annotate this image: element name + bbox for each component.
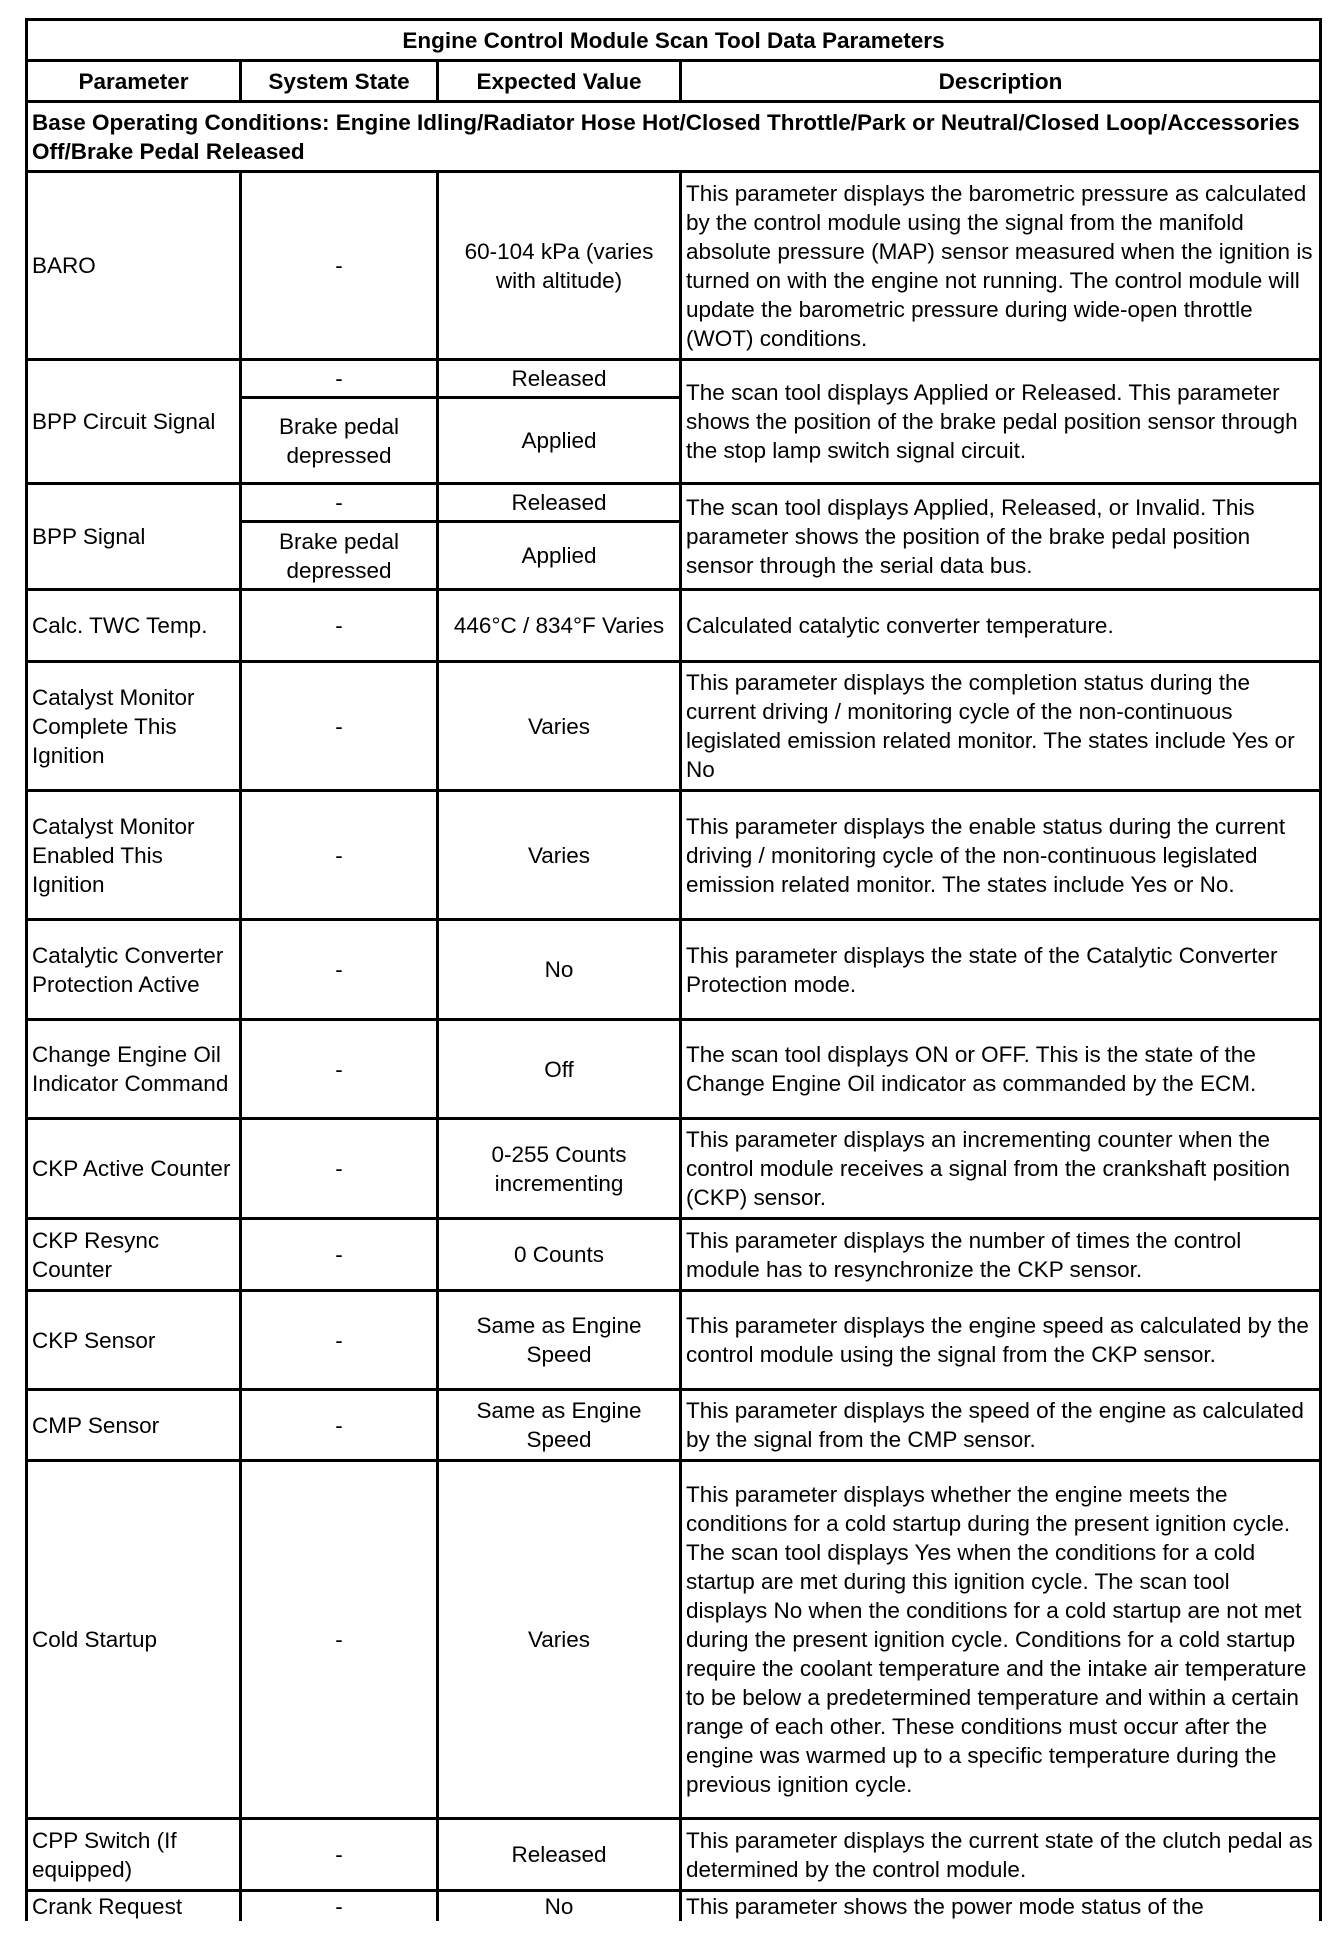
description-cell: This parameter displays the engine speed as calculated by the control module using the signal from the CKP sensor. — [681, 1291, 1321, 1390]
description-cell: This parameter displays the number of times the control module has to resynchronize the CKP sensor. — [681, 1219, 1321, 1291]
parameter-cell: CMP Sensor — [27, 1390, 241, 1461]
expected-value-cell: Varies — [438, 791, 681, 920]
expected-value-cell: Off — [438, 1020, 681, 1119]
table-row — [27, 1390, 1321, 1461]
expected-value-cell: Released — [438, 360, 681, 398]
description-cell: This parameter displays the speed of the engine as calculated by the signal from the CMP sensor. — [681, 1390, 1321, 1461]
parameter-cell: CKP Active Counter — [27, 1119, 241, 1219]
parameter-cell: Catalyst Monitor Enabled This Ignition — [27, 791, 241, 920]
expected-value-cell: 0 Counts — [438, 1219, 681, 1291]
table-row — [27, 791, 1321, 920]
expected-value-cell: Same as Engine Speed — [438, 1291, 681, 1390]
expected-value-cell: 60-104 kPa (varies with altitude) — [438, 172, 681, 360]
parameter-cell: Catalyst Monitor Complete This Ignition — [27, 662, 241, 791]
base-operating-conditions: Base Operating Conditions: Engine Idling/Radiator Hose Hot/Closed Throttle/Park or Neutral/Closed Loop/Accessories Off/Brake Pedal Released — [27, 102, 1321, 172]
parameter-cell: Cold Startup — [27, 1461, 241, 1819]
system-state-cell: Brake pedal depressed — [241, 398, 438, 484]
system-state-cell: - — [241, 791, 438, 920]
expected-value-cell: 446°C / 834°F Varies — [438, 590, 681, 662]
column-header-expected-value: Expected Value — [438, 61, 681, 102]
description-cell: This parameter displays the state of the Catalytic Converter Protection mode. — [681, 920, 1321, 1020]
description-cell: This parameter displays an incrementing counter when the control module receives a signal from the crankshaft position (CKP) sensor. — [681, 1119, 1321, 1219]
table-row — [27, 484, 1321, 522]
system-state-cell: - — [241, 1461, 438, 1819]
parameter-cell: BPP Circuit Signal — [27, 360, 241, 484]
expected-value-cell: Applied — [438, 398, 681, 484]
table-row — [27, 1291, 1321, 1390]
description-cell: This parameter displays whether the engine meets the conditions for a cold startup during the present ignition cycle. The scan tool displays Yes when the conditions for a cold startup are met during this ignition cycle. The scan tool displays No when the conditions for a cold startup are not met during the present ignition cycle. Conditions for a cold startup require the coolant temperature and the intake air temperature to be below a predetermined temperature and within a certain range of each other. These conditions must occur after the engine was warmed up to a specific temperature during the previous ignition cycle. — [681, 1461, 1321, 1819]
table-row — [27, 1219, 1321, 1291]
description-cell: This parameter shows the power mode status of the — [681, 1891, 1321, 1922]
expected-value-cell: 0-255 Counts incrementing — [438, 1119, 681, 1219]
column-header-description: Description — [681, 61, 1321, 102]
expected-value-cell: No — [438, 1891, 681, 1922]
table-row — [27, 662, 1321, 791]
parameter-cell: CPP Switch (If equipped) — [27, 1819, 241, 1891]
system-state-cell: - — [241, 1390, 438, 1461]
table-row — [27, 360, 1321, 398]
table-row — [27, 1819, 1321, 1891]
table-row — [27, 1020, 1321, 1119]
system-state-cell: - — [241, 172, 438, 360]
system-state-cell: - — [241, 1119, 438, 1219]
system-state-cell: - — [241, 1291, 438, 1390]
description-cell: The scan tool displays ON or OFF. This is the state of the Change Engine Oil indicator as commanded by the ECM. — [681, 1020, 1321, 1119]
system-state-cell: - — [241, 1891, 438, 1922]
parameter-cell: CKP Resync Counter — [27, 1219, 241, 1291]
description-cell: The scan tool displays Applied or Released. This parameter shows the position of the brake pedal position sensor through the stop lamp switch signal circuit. — [681, 360, 1321, 484]
parameter-cell: Catalytic Converter Protection Active — [27, 920, 241, 1020]
system-state-cell: - — [241, 1219, 438, 1291]
table-row — [27, 920, 1321, 1020]
description-cell: This parameter displays the barometric pressure as calculated by the control module using the signal from the manifold absolute pressure (MAP) sensor measured when the ignition is turned on with the engine not running. The control module will update the barometric pressure during wide-open throttle (WOT) conditions. — [681, 172, 1321, 360]
expected-value-cell: Released — [438, 1819, 681, 1891]
system-state-cell: - — [241, 360, 438, 398]
parameter-cell: BARO — [27, 172, 241, 360]
parameter-cell: CKP Sensor — [27, 1291, 241, 1390]
parameter-cell: Calc. TWC Temp. — [27, 590, 241, 662]
system-state-cell: Brake pedal depressed — [241, 522, 438, 590]
expected-value-cell: No — [438, 920, 681, 1020]
table-row — [27, 172, 1321, 360]
document-sheet — [25, 18, 1319, 1921]
expected-value-cell: Released — [438, 484, 681, 522]
parameter-cell: Change Engine Oil Indicator Command — [27, 1020, 241, 1119]
description-cell: This parameter displays the enable status during the current driving / monitoring cycle of the non-continuous legislated emission related monitor. The states include Yes or No. — [681, 791, 1321, 920]
scan-tool-data-table — [25, 18, 1322, 1921]
expected-value-cell: Varies — [438, 1461, 681, 1819]
system-state-cell: - — [241, 484, 438, 522]
expected-value-cell: Varies — [438, 662, 681, 791]
table-row — [27, 1119, 1321, 1219]
column-header-system-state: System State — [241, 61, 438, 102]
system-state-cell: - — [241, 662, 438, 791]
description-cell: This parameter displays the current state of the clutch pedal as determined by the control module. — [681, 1819, 1321, 1891]
table-row — [27, 590, 1321, 662]
system-state-cell: - — [241, 1819, 438, 1891]
expected-value-cell: Applied — [438, 522, 681, 590]
description-cell: Calculated catalytic converter temperature. — [681, 590, 1321, 662]
description-cell: The scan tool displays Applied, Released, or Invalid. This parameter shows the position of the brake pedal position sensor through the serial data bus. — [681, 484, 1321, 590]
table-row — [27, 1461, 1321, 1819]
parameter-cell: Crank Request — [27, 1891, 241, 1922]
table-title: Engine Control Module Scan Tool Data Parameters — [27, 20, 1321, 61]
system-state-cell: - — [241, 920, 438, 1020]
system-state-cell: - — [241, 1020, 438, 1119]
column-header-parameter: Parameter — [27, 61, 241, 102]
system-state-cell: - — [241, 590, 438, 662]
table-row — [27, 1891, 1321, 1922]
expected-value-cell: Same as Engine Speed — [438, 1390, 681, 1461]
parameter-cell: BPP Signal — [27, 484, 241, 590]
description-cell: This parameter displays the completion status during the current driving / monitoring cycle of the non-continuous legislated emission related monitor. The states include Yes or No — [681, 662, 1321, 791]
